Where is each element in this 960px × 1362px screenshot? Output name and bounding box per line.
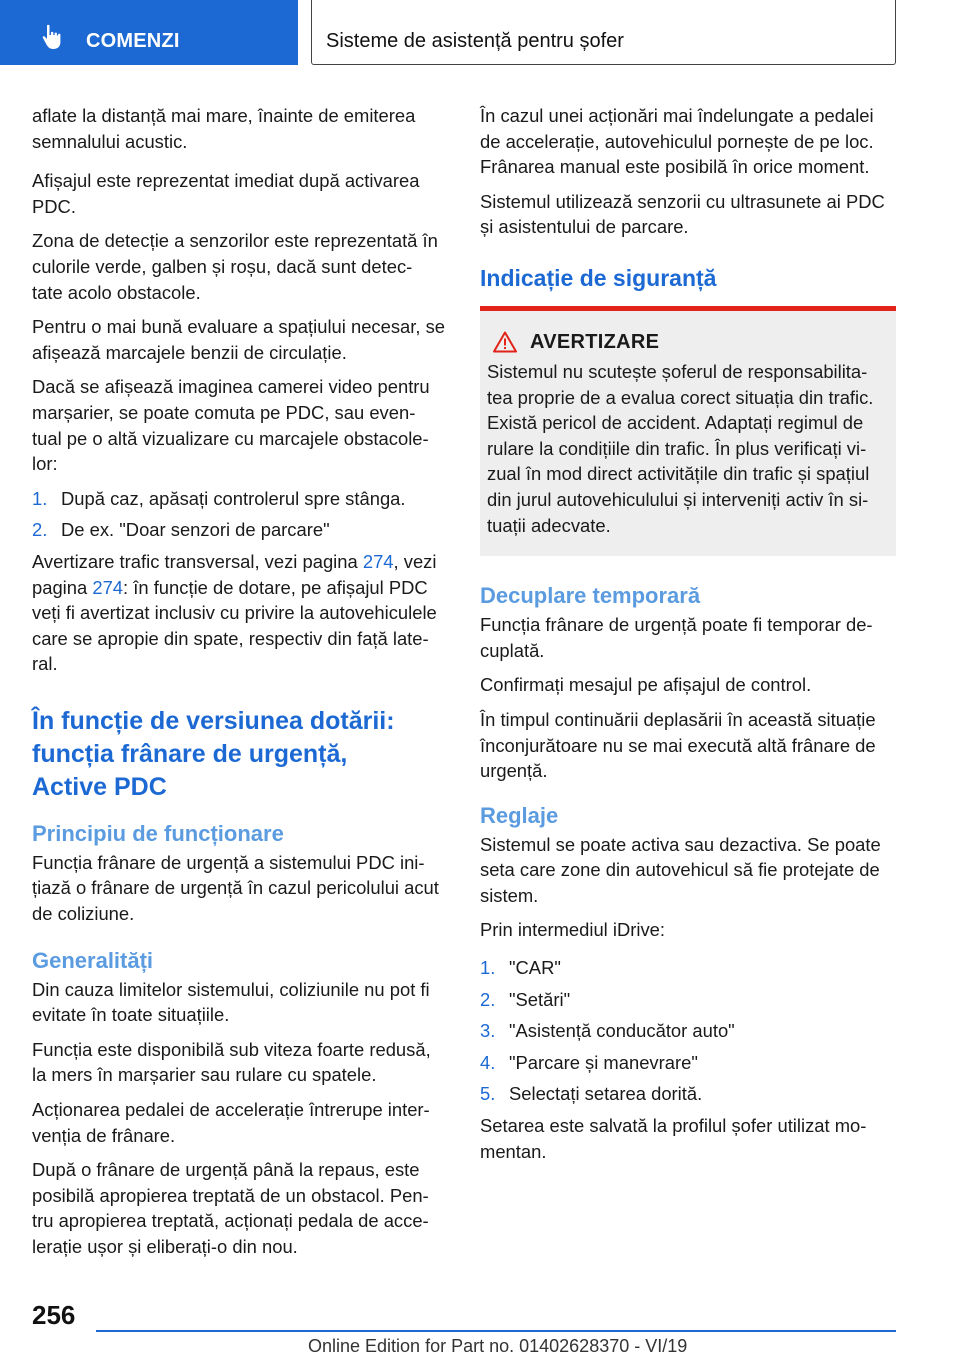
chapter-tab[interactable]	[0, 0, 298, 65]
subsection-heading: Decuplare temporară	[480, 583, 701, 609]
paragraph: În timpul continuării deplasării în această situație înconjurătoare nu se mai execută altă frânare de urgență.	[480, 708, 876, 782]
edition-note: Online Edition for Part no. 01402628370 - VI/19	[308, 1336, 688, 1356]
paragraph: Acționarea pedalei de accelerație întrerupe inter- venția de frânare.	[32, 1099, 430, 1146]
text-run: : în funcție de dotare, pe afișajul PDC veți fi avertizat inclusiv cu privire la autovehiculele care se apropie din spate, respectiv din față late- ral.	[32, 576, 437, 675]
step-text: De ex. "Doar senzori de parcare"	[61, 519, 330, 541]
step-number: 2.	[32, 519, 48, 541]
step-text: Selectați setarea dorită.	[509, 1083, 703, 1105]
paragraph: aflate la distanță mai mare, înainte de emiterea semnalului acustic.	[32, 105, 416, 152]
text-run: , vezi pagina	[32, 550, 437, 598]
warning-text: Sistemul nu scutește șoferul de responsabilita- tea proprie de a evalua corect situația din trafic. Există pericol de accident. Adaptați regimul de rulare la condițiile din trafic. În plus verificați vi- zual în mod direct activitățile din trafic și spațiul din jurul autovehiculului și interveniți activ în si- tuații adecvate.	[487, 360, 874, 536]
right-column	[480, 103, 896, 1173]
heading-line: În funcție de versiunea dotării:	[32, 706, 395, 735]
subsection-heading: Reglaje	[480, 802, 559, 828]
step-text: După caz, apăsați controlerul spre stânga.	[61, 487, 406, 509]
step-text: "Asistență conducător auto"	[509, 1020, 735, 1042]
paragraph: Prin intermediul iDrive:	[480, 919, 665, 941]
heading-line: Active PDC	[32, 772, 167, 801]
step-number: 2.	[480, 988, 496, 1010]
step-text: "CAR"	[509, 957, 561, 979]
step-number: 4.	[480, 1051, 496, 1073]
footer-divider	[96, 1330, 896, 1332]
step-list	[480, 955, 896, 1107]
heading-line: funcția frânare de urgență,	[32, 739, 348, 768]
step-list	[32, 486, 447, 543]
chapter-tab-label: COMENZI	[86, 30, 180, 52]
subsection-heading: Generalități	[32, 947, 154, 973]
page-number: 256	[32, 1300, 76, 1330]
page-link[interactable]: 274	[362, 550, 394, 572]
paragraph: Confirmați mesajul pe afișajul de control.	[480, 674, 812, 696]
paragraph: Din cauza limitelor sistemului, coliziunile nu pot fi evitate în toate situațiile.	[32, 978, 430, 1026]
list-item	[32, 517, 447, 543]
paragraph: Setarea este salvată la profilul șofer utilizat mo- mentan.	[480, 1115, 867, 1162]
page-link[interactable]: 274	[92, 576, 124, 598]
step-number: 3.	[480, 1020, 496, 1042]
paragraph: Sistemul utilizează senzorii cu ultrasunete ai PDC și asistentului de parcare.	[480, 190, 885, 238]
step-text: "Parcare și manevrare"	[509, 1051, 698, 1073]
step-number: 5.	[480, 1083, 496, 1105]
subsection-heading: Principiu de funcționare	[32, 820, 284, 846]
paragraph: Sistemul se poate activa sau dezactiva. Se poate seta care zone din autovehicul să fie protejate de sistem.	[480, 833, 881, 906]
section-heading	[32, 705, 447, 804]
paragraph: Pentru o mai bună evaluare a spațiului necesar, se afișează marcajele benzii de circulație.	[32, 316, 446, 363]
list-item	[480, 1050, 896, 1076]
paragraph: Funcția este disponibilă sub viteza foarte redusă, la mers în marșarier sau rulare cu spatele.	[32, 1038, 431, 1086]
paragraph: Dacă se afișează imaginea camerei video pentru marșarier, se poate comuta pe PDC, sau even- tual pe o altă vizualizare cu marcajele obstacole- lor:	[32, 376, 430, 475]
left-column	[32, 103, 447, 1269]
list-item	[480, 1018, 896, 1044]
warning-box	[480, 306, 896, 556]
list-item	[480, 955, 896, 981]
text-run: Avertizare trafic transversal, vezi pagina	[32, 550, 363, 572]
hand-pointer-icon	[40, 24, 66, 50]
paragraph-cross-traffic	[32, 549, 447, 677]
paragraph: Afișajul este reprezentat imediat după activarea PDC.	[32, 170, 420, 217]
step-number: 1.	[32, 487, 48, 509]
list-item	[480, 1081, 896, 1107]
paragraph: În cazul unei acționări mai îndelungate a pedalei de accelerație, autovehiculul pornește de pe loc. Frânarea manual este posibilă în orice moment.	[480, 105, 874, 178]
step-number: 1.	[480, 957, 496, 979]
paragraph: După o frânare de urgență până la repaus, este posibilă apropierea treptată de un obstacol. Pen- tru apropierea treptată, acționați pedala de acce- lerație ușor și eliberați-o din nou.	[32, 1159, 429, 1257]
paragraph: Funcția frânare de urgență a sistemului PDC ini- țiază o frânare de urgență în cazul pericolului acut de coliziune.	[32, 851, 439, 925]
paragraph: Zona de detecție a senzorilor este reprezentată în culorile verde, galben și roșu, dacă sunt detec- tate acolo obstacole.	[32, 230, 438, 303]
list-item	[32, 486, 447, 512]
warning-triangle-icon	[493, 331, 517, 353]
step-text: "Setări"	[509, 988, 571, 1010]
section-title: Sisteme de asistență pentru șofer	[326, 30, 624, 52]
section-heading: Indicație de siguranță	[480, 264, 717, 291]
list-item	[480, 987, 896, 1013]
section-header	[311, 0, 896, 65]
warning-header	[487, 331, 888, 354]
paragraph: Funcția frânare de urgență poate fi temporar de- cuplată.	[480, 614, 873, 661]
warning-label: AVERTIZARE	[530, 330, 660, 353]
